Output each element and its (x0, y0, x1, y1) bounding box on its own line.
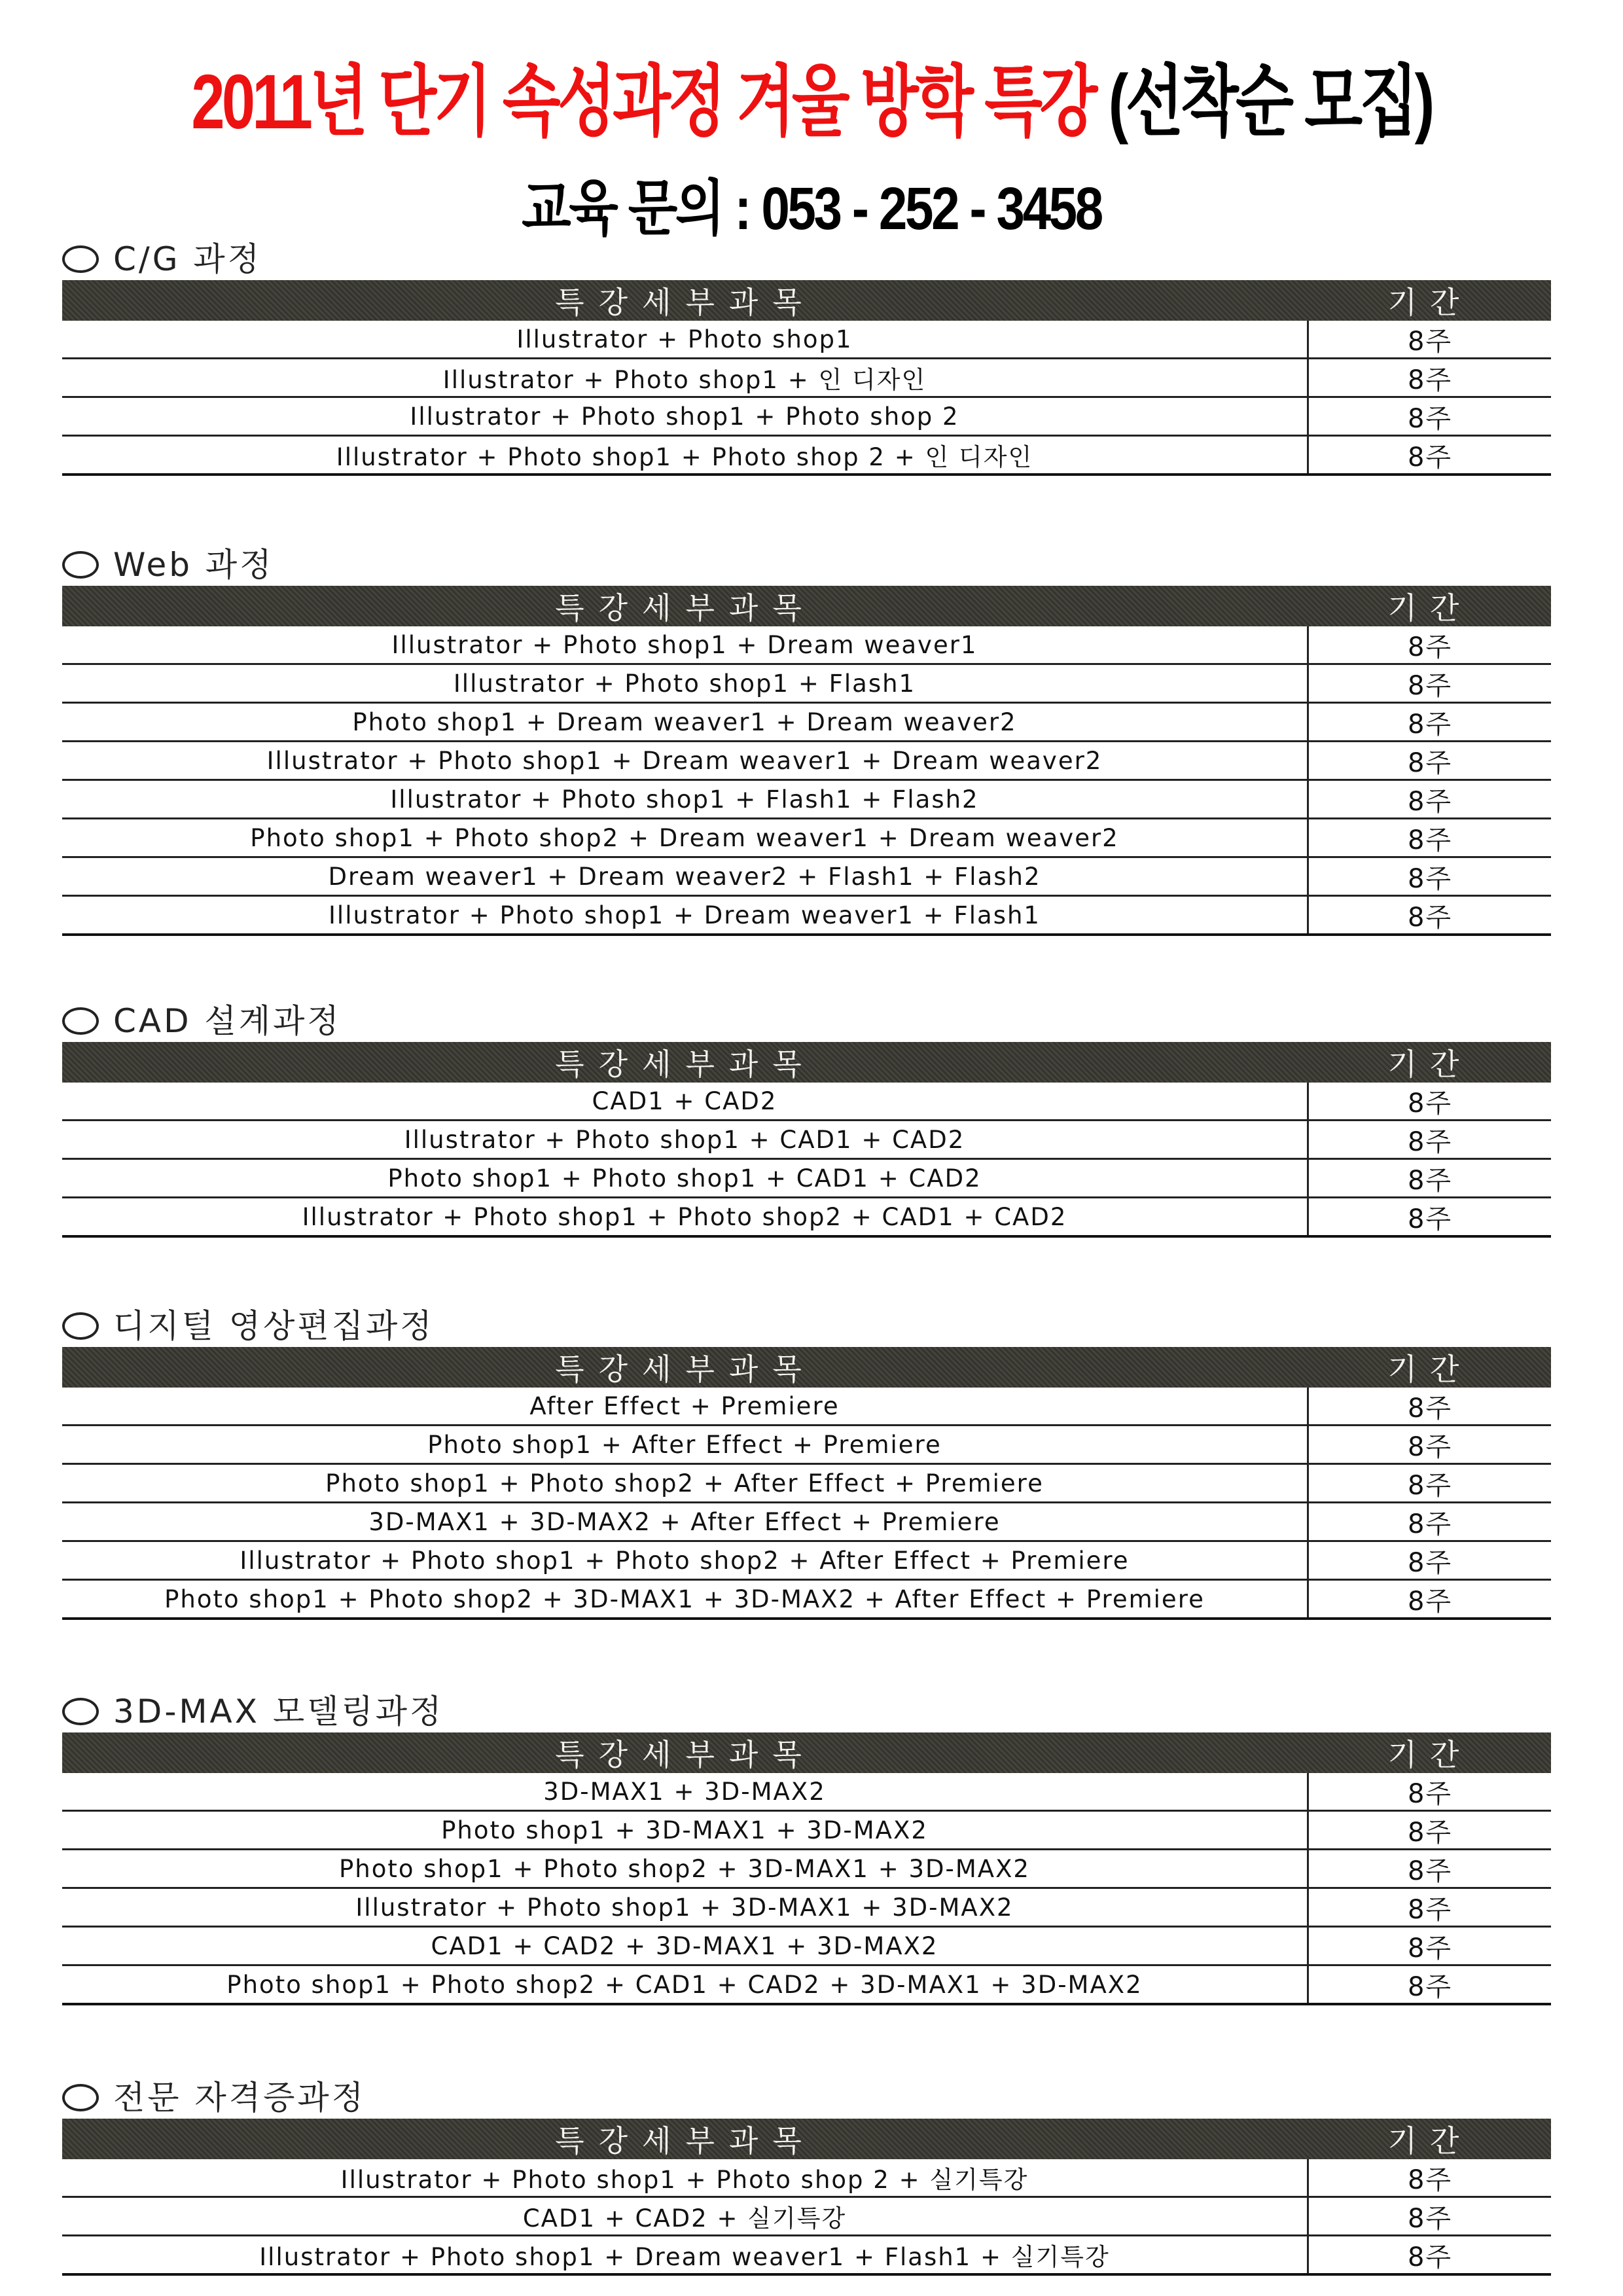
circle-bullet-icon (62, 1007, 99, 1035)
table-row (62, 1773, 1551, 1812)
course-cell: Illustrator + Photo shop1 + Dream weaver1 + Flash1 (329, 901, 1041, 929)
course-cell: Illustrator + Photo shop1 + Dream weaver1 (391, 630, 978, 659)
table-row (62, 1542, 1551, 1581)
header-course: 특강세부과목 (555, 1352, 816, 1387)
header-course: 특강세부과목 (555, 1737, 816, 1772)
table-row (62, 2159, 1551, 2198)
table-row (62, 626, 1551, 665)
table-row (62, 781, 1551, 819)
period-cell: 8주 (1307, 1198, 1551, 1235)
period-cell: 8주 (1307, 1388, 1551, 1424)
table-header (62, 586, 1551, 626)
course-cell: CAD1 + CAD2 + 3D-MAX1 + 3D-MAX2 (431, 1931, 938, 1960)
period-cell: 8주 (1307, 626, 1551, 663)
course-section (62, 1307, 1551, 1620)
course-cell: Photo shop1 + Photo shop2 + After Effect + Premiere (325, 1469, 1044, 1498)
table-row (62, 398, 1551, 437)
course-cell: Illustrator + Photo shop1 + Photo shop 2 (410, 402, 959, 431)
course-section (62, 546, 1551, 936)
table-header (62, 1042, 1551, 1083)
course-cell: Illustrator + Photo shop1 + 인 디자인 (442, 366, 927, 394)
period-cell: 8주 (1307, 1083, 1551, 1119)
circle-bullet-icon (62, 551, 99, 579)
course-cell: Dream weaver1 + Dream weaver2 + Flash1 + Flash2 (328, 862, 1041, 891)
table-row (62, 1160, 1551, 1198)
course-cell: Illustrator + Photo shop1 + CAD1 + CAD2 (404, 1125, 965, 1154)
circle-bullet-icon (62, 1312, 99, 1340)
period-cell: 8주 (1307, 1889, 1551, 1926)
course-cell: Photo shop1 + Photo shop2 + CAD1 + CAD2 + 3D-MAX1 + 3D-MAX2 (226, 1970, 1143, 1999)
course-cell: CAD1 + CAD2 (592, 1086, 777, 1115)
period-cell: 8주 (1307, 1465, 1551, 1501)
course-cell: Illustrator + Photo shop1 + Photo shop2 + After Effect + Premiere (240, 1546, 1130, 1575)
period-cell: 8주 (1307, 819, 1551, 856)
course-cell: Illustrator + Photo shop1 + Flash1 + Flash2 (390, 785, 979, 814)
course-cell: Illustrator + Photo shop1 + Photo shop2 + CAD1 + CAD2 (302, 1202, 1067, 1231)
header-period: 기간 (1387, 285, 1472, 320)
section-heading-text: C/G 과정 (113, 240, 262, 278)
table-row (62, 1198, 1551, 1238)
table-row (62, 819, 1551, 858)
page-title (179, 39, 1444, 151)
section-heading (62, 2072, 366, 2119)
title-main: 2011년 단기 속성과정 겨울 방학 특강 (191, 59, 1095, 145)
course-cell: Photo shop1 + Photo shop2 + Dream weaver1 + Dream weaver2 (250, 823, 1119, 852)
circle-bullet-icon (62, 1698, 99, 1725)
table-row (62, 897, 1551, 936)
course-cell: Photo shop1 + Photo shop2 + 3D-MAX1 + 3D-MAX2 (339, 1854, 1030, 1883)
header-period: 기간 (1387, 1047, 1472, 1082)
table-row (62, 2198, 1551, 2236)
period-cell: 8주 (1307, 359, 1551, 396)
section-heading-text: Web 과정 (113, 546, 274, 584)
table-row (62, 437, 1551, 476)
course-cell: 3D-MAX1 + 3D-MAX2 + After Effect + Premiere (368, 1507, 1001, 1536)
table-header (62, 280, 1551, 321)
section-heading (62, 1685, 444, 1732)
course-section (62, 2079, 1551, 2276)
table-row (62, 1966, 1551, 2005)
section-heading (62, 995, 342, 1042)
period-cell: 8주 (1307, 704, 1551, 740)
table-row (62, 1465, 1551, 1503)
period-cell: 8주 (1307, 2198, 1551, 2234)
period-cell: 8주 (1307, 1966, 1551, 2003)
course-cell: Illustrator + Photo shop1 + Photo shop 2 + 실기특강 (340, 2166, 1029, 2194)
course-section (62, 1002, 1551, 1238)
period-cell: 8주 (1307, 1812, 1551, 1848)
period-cell: 8주 (1307, 398, 1551, 435)
table-header (62, 2119, 1551, 2159)
table-row (62, 665, 1551, 704)
header-course: 특강세부과목 (555, 1047, 816, 1082)
course-section (62, 240, 1551, 476)
header-period: 기간 (1387, 590, 1472, 626)
table-row (62, 1503, 1551, 1542)
period-cell: 8주 (1307, 781, 1551, 817)
course-cell: Illustrator + Photo shop1 + Dream weaver1 + Flash1 + 실기특강 (259, 2243, 1110, 2271)
period-cell: 8주 (1307, 2159, 1551, 2196)
section-heading-text: 전문 자격증과정 (113, 2079, 366, 2117)
table-row (62, 359, 1551, 398)
header-period: 기간 (1387, 1737, 1472, 1772)
course-cell: Photo shop1 + Dream weaver1 + Dream weaver2 (352, 708, 1017, 736)
course-cell: Photo shop1 + After Effect + Premiere (427, 1430, 942, 1459)
course-cell: Illustrator + Photo shop1 + Photo shop 2 + 인 디자인 (336, 443, 1033, 471)
table-row (62, 321, 1551, 359)
course-cell: Photo shop1 + Photo shop2 + 3D-MAX1 + 3D-MAX2 + After Effect + Premiere (164, 1585, 1205, 1613)
table-row (62, 1581, 1551, 1620)
title-note: (선착순 모집) (1108, 59, 1432, 145)
period-cell: 8주 (1307, 858, 1551, 895)
section-heading (62, 539, 274, 586)
period-cell: 8주 (1307, 1928, 1551, 1964)
period-cell: 8주 (1307, 1773, 1551, 1810)
circle-bullet-icon (62, 245, 99, 273)
table-row (62, 2236, 1551, 2276)
period-cell: 8주 (1307, 1542, 1551, 1579)
table-row (62, 1121, 1551, 1160)
contact-phone: 교육 문의 : 053 - 252 - 3458 (522, 175, 1101, 242)
period-cell: 8주 (1307, 742, 1551, 779)
period-cell: 8주 (1307, 321, 1551, 357)
section-heading (62, 1300, 435, 1347)
table-row (62, 1850, 1551, 1889)
course-cell: Photo shop1 + 3D-MAX1 + 3D-MAX2 (441, 1816, 928, 1844)
table-row (62, 742, 1551, 781)
section-heading-text: 3D-MAX 모델링과정 (113, 1693, 444, 1731)
table-row (62, 1083, 1551, 1121)
period-cell: 8주 (1307, 1160, 1551, 1196)
section-heading (62, 233, 262, 280)
table-row (62, 704, 1551, 742)
section-heading-text: CAD 설계과정 (113, 1002, 342, 1040)
period-cell: 8주 (1307, 437, 1551, 473)
course-cell: Photo shop1 + Photo shop1 + CAD1 + CAD2 (387, 1164, 982, 1193)
table-row (62, 1812, 1551, 1850)
period-cell: 8주 (1307, 1426, 1551, 1463)
table-row (62, 1388, 1551, 1426)
header-period: 기간 (1387, 2123, 1472, 2159)
header-course: 특강세부과목 (555, 285, 816, 320)
period-cell: 8주 (1307, 1121, 1551, 1158)
table-row (62, 858, 1551, 897)
course-cell: 3D-MAX1 + 3D-MAX2 (543, 1777, 826, 1806)
period-cell: 8주 (1307, 897, 1551, 933)
period-cell: 8주 (1307, 2236, 1551, 2273)
course-cell: Illustrator + Photo shop1 (516, 325, 853, 353)
table-header (62, 1347, 1551, 1388)
header-course: 특강세부과목 (555, 590, 816, 626)
header-course: 특강세부과목 (555, 2123, 816, 2159)
circle-bullet-icon (62, 2084, 99, 2111)
period-cell: 8주 (1307, 1850, 1551, 1887)
period-cell: 8주 (1307, 1503, 1551, 1540)
course-cell: CAD1 + CAD2 + 실기특강 (522, 2204, 847, 2233)
header-period: 기간 (1387, 1352, 1472, 1387)
course-cell: Illustrator + Photo shop1 + Flash1 (453, 669, 916, 698)
table-row (62, 1928, 1551, 1966)
table-row (62, 1889, 1551, 1928)
section-heading-text: 디지털 영상편집과정 (113, 1307, 435, 1345)
course-cell: Illustrator + Photo shop1 + 3D-MAX1 + 3D-MAX2 (355, 1893, 1014, 1922)
table-header (62, 1732, 1551, 1773)
course-section (62, 1693, 1551, 2005)
period-cell: 8주 (1307, 1581, 1551, 1617)
period-cell: 8주 (1307, 665, 1551, 702)
course-cell: After Effect + Premiere (529, 1391, 840, 1420)
table-row (62, 1426, 1551, 1465)
course-cell: Illustrator + Photo shop1 + Dream weaver1 + Dream weaver2 (266, 746, 1103, 775)
